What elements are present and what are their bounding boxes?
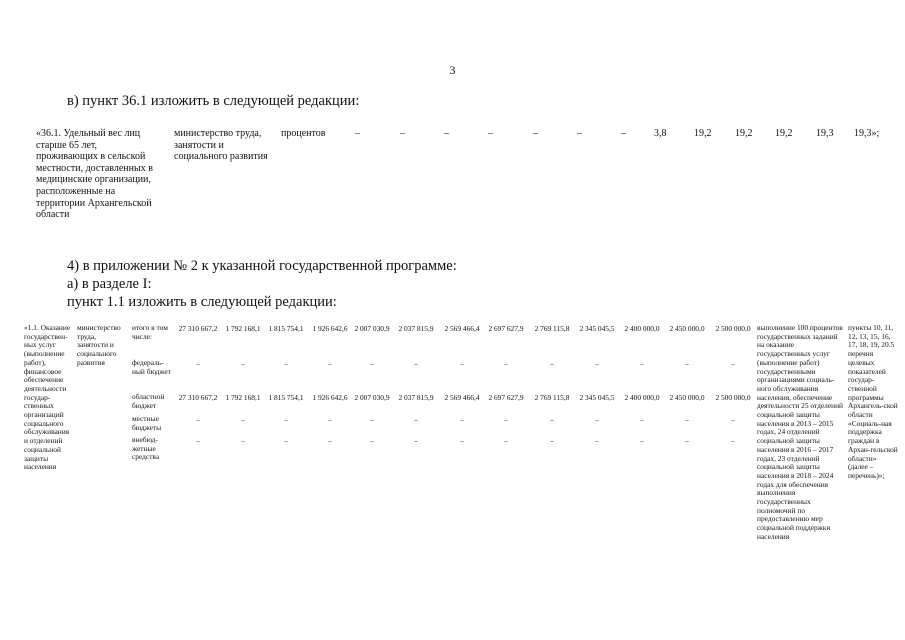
t2-result: выполнение 100 процентов государственных заданий на оказание государственных услуг (выполнение работ) государственными организациями социаль-ного обслуживания населения, обеспечение деятельности 25 отделений социальной защиты населения в 2013 – 2015 годах, 24 отделений социальной защиты населения в 2016 – 2017 годах, 23 отделений социальной защиты населения в 2018 – 2024 годах для обеспечения выполнения государственных полномочий по предоставлению мер социальной поддержки населения (757, 323, 843, 541)
t2-value-cell: – (414, 436, 418, 445)
t2-value-cell: 2 697 627,9 (488, 393, 524, 402)
heading-section-a: а) в разделе I: (67, 276, 152, 292)
t1-value: 19,3 (816, 128, 834, 139)
t1-value: – (400, 128, 405, 139)
t1-value: 19,2 (775, 128, 793, 139)
t2-value-cell: – (284, 359, 288, 368)
t2-executor: министерство труда, занятости и социального развития (77, 323, 121, 367)
t2-value-cell: 1 792 168,1 (225, 393, 261, 402)
t2-value-cell: 2 007 030,9 (354, 324, 390, 333)
t1-value: – (444, 128, 449, 139)
t2-value-cell: – (731, 415, 735, 424)
t2-value-cell: 2 569 466,4 (444, 393, 480, 402)
t2-value-cell: 27 310 667,2 (178, 393, 218, 402)
t2-value-cell: – (196, 359, 200, 368)
t1-indicator: «36.1. Удельный вес лиц старше 65 лет, проживающих в сельской местности, доставленных в медицинские организации, расположенные на территории Архангельской области (36, 128, 153, 221)
t2-value-cell: 2 037 815,9 (398, 324, 434, 333)
t2-value-cell: – (460, 359, 464, 368)
t2-value-cell: – (460, 415, 464, 424)
t2-value-cell: – (196, 436, 200, 445)
t2-value-cell: – (685, 415, 689, 424)
t2-value-cell: – (685, 359, 689, 368)
t1-value: 19,2 (735, 128, 753, 139)
t2-value-cell: – (595, 436, 599, 445)
heading-punkt-1-1: пункт 1.1 изложить в следующей редакции: (67, 294, 337, 310)
t2-row-label: итого в том числе: (132, 323, 168, 341)
t2-value-cell: – (504, 436, 508, 445)
t2-value-cell: – (504, 415, 508, 424)
t1-value: – (533, 128, 538, 139)
t1-value: – (488, 128, 493, 139)
t2-value-cell: 2 500 000,0 (715, 324, 751, 333)
t2-value-cell: – (370, 359, 374, 368)
t2-value-cell: 2 697 627,9 (488, 324, 524, 333)
t2-value-cell: 1 815 754,1 (268, 393, 304, 402)
t2-value-cell: – (595, 415, 599, 424)
t2-value-cell: 1 815 754,1 (268, 324, 304, 333)
t2-value-cell: – (241, 359, 245, 368)
t2-value-cell: 2 450 000,0 (669, 393, 705, 402)
t2-value-cell: 1 926 642,6 (312, 324, 348, 333)
t2-value-cell: – (460, 436, 464, 445)
t1-value: – (621, 128, 626, 139)
t2-name: «1.1. Оказание государствен-ных услуг (выполнение работ), финансовое обеспечение деятельности государ-ственных организаций социального обслуживания и отделений социальной защиты населения (24, 323, 71, 472)
t2-value-cell: – (685, 436, 689, 445)
t2-value-cell: 2 569 466,4 (444, 324, 480, 333)
t2-value-cell: – (595, 359, 599, 368)
t2-value-cell: – (640, 415, 644, 424)
t1-value: 3,8 (654, 128, 667, 139)
t2-row-label: внебюд-жетные средства (132, 435, 160, 462)
heading-appendix-2: 4) в приложении № 2 к указанной государственной программе: (67, 258, 457, 274)
t1-unit: процентов (281, 128, 326, 139)
t2-value-cell: – (731, 359, 735, 368)
t2-value-cell: – (640, 436, 644, 445)
t2-value-cell: – (731, 436, 735, 445)
t1-value: – (355, 128, 360, 139)
t2-value-cell: – (370, 415, 374, 424)
section-v-heading: в) пункт 36.1 изложить в следующей редакции: (67, 93, 360, 109)
t2-value-cell: – (370, 436, 374, 445)
t2-value-cell: – (284, 436, 288, 445)
t2-value-cell: 1 792 168,1 (225, 324, 261, 333)
t2-links: пункты 10, 11, 12, 13, 15, 16, 17, 18, 19, 20.5 перечня целевых показателей государ-ственной программы Архангель-ской области «Социаль-ная поддержка граждан в Архан-гельской области» (далее – перечень)»; (848, 323, 898, 480)
t2-value-cell: 2 769 115,8 (534, 324, 570, 333)
t2-value-cell: 2 450 000,0 (669, 324, 705, 333)
t2-value-cell: – (241, 415, 245, 424)
t1-value: 19,2 (694, 128, 712, 139)
t2-value-cell: 2 345 045,5 (579, 393, 615, 402)
t2-value-cell: 2 007 030,9 (354, 393, 390, 402)
t2-value-cell: – (550, 359, 554, 368)
t2-value-cell: – (550, 415, 554, 424)
t2-value-cell: 27 310 667,2 (178, 324, 218, 333)
t2-value-cell: 2 769 115,8 (534, 393, 570, 402)
t2-row-label: областной бюджет (132, 392, 165, 410)
t2-value-cell: – (196, 415, 200, 424)
t2-value-cell: – (640, 359, 644, 368)
t1-ministry: министерство труда, занятости и социального развития (174, 128, 268, 163)
t2-value-cell: – (550, 436, 554, 445)
t2-value-cell: – (414, 415, 418, 424)
t2-value-cell: 2 037 815,9 (398, 393, 434, 402)
t2-value-cell: 2 400 000,0 (624, 324, 660, 333)
t2-value-cell: – (414, 359, 418, 368)
t1-value: 19,3»; (854, 128, 880, 139)
t2-value-cell: 2 345 045,5 (579, 324, 615, 333)
t2-value-cell: 1 926 642,6 (312, 393, 348, 402)
t2-value-cell: – (328, 415, 332, 424)
t2-value-cell: – (284, 415, 288, 424)
t2-row-label: федераль-ный бюджет (132, 358, 171, 376)
t2-value-cell: 2 400 000,0 (624, 393, 660, 402)
t2-value-cell: – (504, 359, 508, 368)
t2-value-cell: – (241, 436, 245, 445)
page-number: 3 (449, 63, 456, 77)
t2-value-cell: – (328, 359, 332, 368)
t2-value-cell: – (328, 436, 332, 445)
t1-value: – (577, 128, 582, 139)
t2-value-cell: 2 500 000,0 (715, 393, 751, 402)
t2-row-label: местные бюджеты (132, 414, 162, 432)
